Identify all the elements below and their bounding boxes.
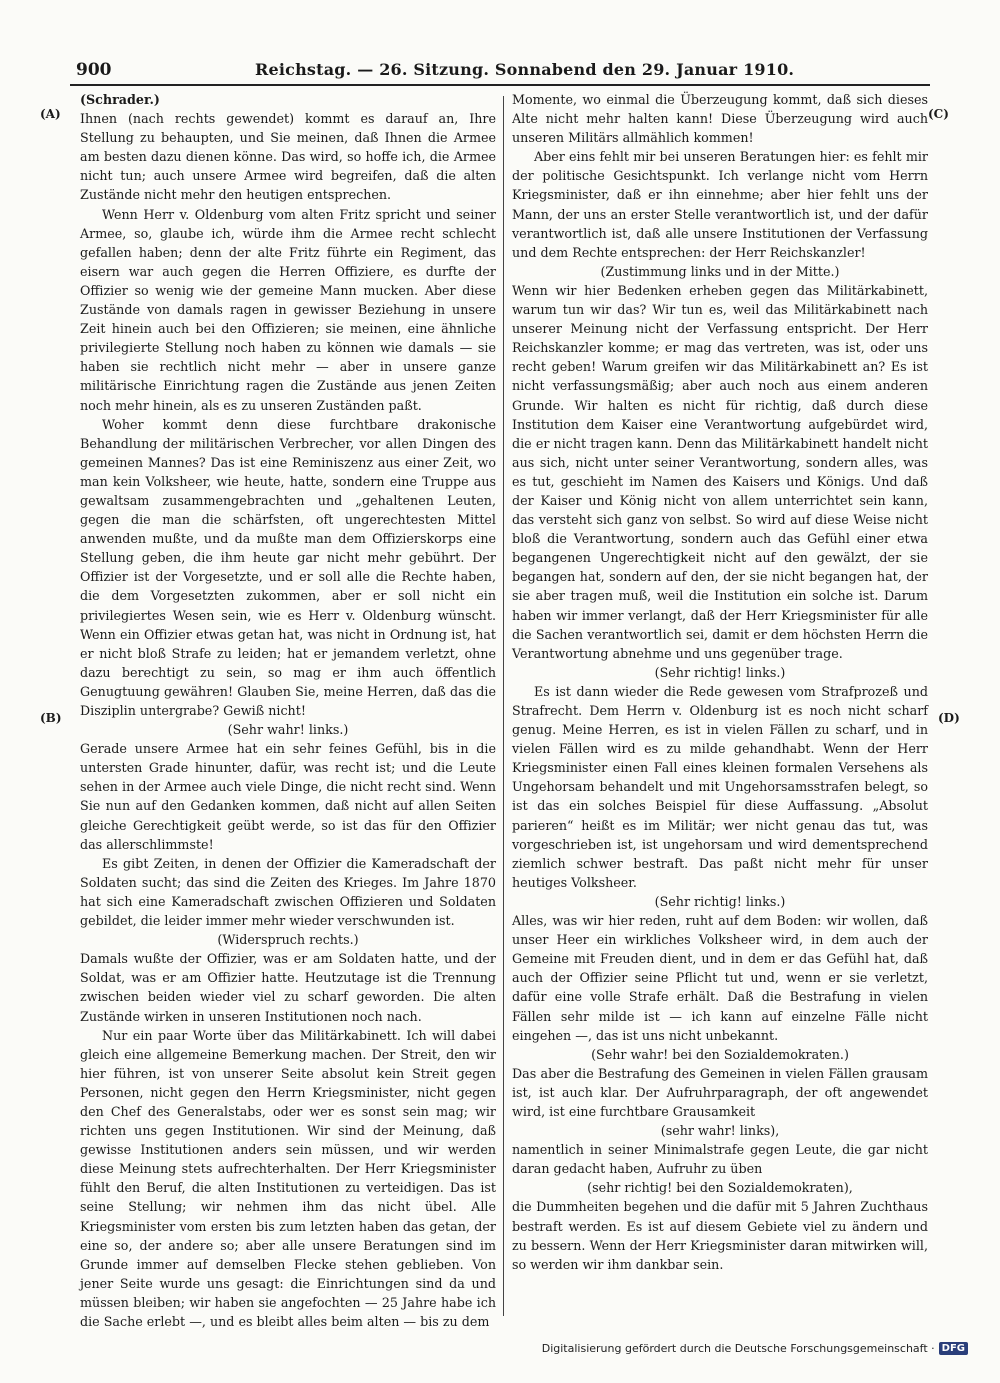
paragraph: Das aber die Bestrafung des Gemeinen in vielen Fällen grausam ist, ist auch klar. Der Aufruhrparagraph, der oft angewendet wird, ist eine furchtbare Grausamkeit: [512, 1065, 928, 1119]
paragraph: Es gibt Zeiten, in denen der Offizier die Kameradschaft der Soldaten sucht; das sind die Zeiten des Krieges. Im Jahre 1870 hat sich eine Kameradschaft zwischen Offizieren und Soldaten gebildet, die leider immer mehr wieder verschwunden ist.: [80, 855, 496, 929]
speaker-name: (Schrader.): [80, 92, 160, 107]
interjection: (Sehr richtig! links.): [654, 893, 786, 909]
header-rule: [70, 84, 930, 86]
margin-marker-a: (A): [40, 107, 61, 121]
running-head: Reichstag. — 26. Sitzung. Sonnabend den 29. Januar 1910.: [255, 60, 795, 79]
paragraph: Ihnen (nach rechts gewendet) kommt es darauf an, Ihre Stellung zu behaupten, und Sie meinen, daß Ihnen die Armee am besten dazu dienen könne. Das wird, so hoffe ich, die Armee nicht tun; auch unsere Armee wird begreifen, daß die alten Zustände nicht mehr den heutigen entsprechen.: [80, 111, 496, 203]
paragraph: Wenn wir hier Bedenken erheben gegen das Militärkabinett, warum tun wir das? Wir tun es, weil das Militärkabinett nach unserer Meinung nicht der Verfassung entspricht. Der Herr Reichskanzler komme; er mag das vertreten, was ist, oder uns recht geben! Warum greifen wir das Militärkabinett an? Es ist nicht verfassungsmäßig; aber auch noch aus einem anderen Grunde. Wir halten es nicht für richtig, daß durch diese Institution dem Kaiser eine Verantwortung aufgebürdet wird, die er nicht tragen kann. Denn das Militärkabinett handelt nicht aus sich, nicht unter seiner Verantwortung, sondern alles, was es tut, geschieht im Namen des Kaisers und Königs. Und daß der Kaiser und König nicht von allem unterrichtet sein kann, das versteht sich ganz von selbst. So wird auf diese Weise nicht bloß die Verantwortung, sondern auch das Gefühl einer etwa begangenen Ungerechtigkeit nicht auf den gewälzt, der sie begangen hat, sondern auf den, der sie nicht begangen hat, der sie aber tragen muß, weil die Institution ein solche ist. Darum haben wir immer verlangt, daß der Herr Kriegsminister für alle die Sachen verantwortlich sei, damit er dem höchsten Herrn die Verantwortung abnehme und uns gegenüber trage.: [512, 282, 928, 661]
interjection: (Sehr richtig! links.): [654, 664, 786, 680]
paragraph: Nur ein paar Worte über das Militärkabinett. Ich will dabei gleich eine allgemeine Bemerkung machen. Der Streit, den wir hier führen, ist von unserer Seite absolut kein Streit gegen Personen, nicht gegen den Herrn Kriegsminister, nicht gegen den Chef des Generalstabs, oder wer es sonst sein mag; wir richten uns gegen Institutionen. Wir sind der Meinung, daß gewisse Institutionen anders sein müssen, und wir werden diese Meinung stets aufrechterhalten. Der Herr Kriegsminister fühlt den Beruf, die alten Institutionen zu verteidigen. Das ist seine Stellung; wir nehmen ihm das nicht übel. Alle Kriegsminister vom ersten bis zum letzten haben das getan, der eine so, der andere so; aber alle unsere Beratungen sind im Grunde immer auf demselben Flecke stehen geblieben. Von jener Seite wurde uns gesagt: die Einrichtungen sind da und müssen bleiben; wir haben sie angefochten — 25 Jahre habe ich die Sache erlebt —, und es bleibt alles beim alten — bis zu dem: [80, 1027, 496, 1329]
column-divider: [503, 96, 504, 1316]
footer-credit: Digitalisierung gefördert durch die Deutsche Forschungsgemeinschaft ·: [541, 1342, 935, 1355]
paragraph: namentlich in seiner Minimalstrafe gegen Leute, die gar nicht daran gedacht haben, Aufruhr zu üben: [512, 1142, 928, 1177]
margin-marker-d: (D): [938, 711, 960, 725]
paragraph: Woher kommt denn diese furchtbare drakonische Behandlung der militärischen Verbrecher, vor allen Dingen des gemeinen Mannes? Das ist eine Reminiszenz aus einer Zeit, wo man kein Volksheer, wie heute, hatte, sondern eine Truppe aus gewaltsam zusammengebrachten und „gehaltenen Leuten, gegen die man die schärfsten, oft ungerechtesten Mittel anwenden mußte, und da mußte man dem Offizierskorps eine Stellung geben, die ihm heute gar nicht mehr gebührt. Der Offizier ist der Vorgesetzte, und er soll alle die Rechte haben, die dem Vorgesetzten zukommen, aber er soll nicht ein privilegiertes Wesen sein, wie es Herr v. Oldenburg wünscht. Wenn ein Offizier etwas getan hat, was nicht in Ordnung ist, hat er nicht bloß Strafe zu leiden; hat er jemandem verletzt, ohne dazu berechtigt zu sein, so mag er ihm auch öffentlich Genugtuung gewähren! Glauben Sie, meine Herren, daß das die Disziplin untergrabe? Gewiß nicht!: [80, 416, 496, 718]
paragraph: Wenn Herr v. Oldenburg vom alten Fritz spricht und seiner Armee, so, glaube ich, würde ihm die Armee recht schlecht gefallen haben; denn der alte Fritz führte ein Regiment, das eisern war auch gegen die Herren Offiziere, es durfte der Offizier so wenig wie der gemeine Mann mucken. Aber diese Zustände von damals ragen in gewisser Beziehung in unsere Zeit hinein auch bei den Offizieren; sie meinen, eine ähnliche privilegierte Stellung noch haben zu können wie damals — sie haben sie rechtlich nicht mehr — aber in unsere ganze militärische Einrichtung ragen die Zustände aus jenen Zeiten noch mehr hinein, als es zu unseren Zuständen paßt.: [80, 206, 496, 413]
page-header: [70, 60, 930, 84]
page-footer: [542, 1342, 968, 1355]
interjection: (sehr richtig! bei den Sozialdemokraten),: [587, 1180, 853, 1196]
left-column: [80, 90, 496, 1331]
interjection: (Sehr wahr! links.): [227, 722, 349, 738]
paragraph: Es ist dann wieder die Rede gewesen vom Strafprozeß und Strafrecht. Dem Herrn v. Oldenburg ist es noch nicht scharf genug. Meine Herren, es ist in vielen Fällen zu scharf, und in vielen Fällen wird es zu milde gehandhabt. Wenn der Herr Kriegsminister einen Fall eines kleinen formalen Versehens als Ungehorsam behandelt und mit Ungehorsamsstrafen belegt, so ist das ein solches Beispiel für diese Auffassung. „Absolut parieren“ heißt es im Militär; wer nicht genau das tut, was vorgeschrieben ist, ist ungehorsam und wird dementsprechend ziemlich schwer bestraft. Das paßt nicht mehr für unser heutiges Volksheer.: [512, 683, 928, 890]
interjection: (Sehr wahr! bei den Sozialdemokraten.): [591, 1046, 849, 1062]
interjection: (sehr wahr! links),: [660, 1123, 780, 1139]
paragraph: Alles, was wir hier reden, ruht auf dem Boden: wir wollen, daß unser Heer ein wirkliches Volksheer wird, in dem auch der Gemeine mit Freuden dient, und in dem er das Gefühl hat, daß auch der Offizier seine Pflicht tut und, wenn er sie verletzt, dafür eine volle Strafe erhält. Daß die Bestrafung in vielen Fällen sehr milde ist — ich kann auf einzelne Fälle nicht eingehen —, das ist uns nicht unbekannt.: [512, 913, 928, 1043]
page-number: 900: [76, 60, 112, 80]
dfg-logo: DFG: [939, 1342, 968, 1355]
margin-marker-c: (C): [928, 107, 949, 121]
paragraph: die Dummheiten begehen und die dafür mit 5 Jahren Zuchthaus bestraft werden. Es ist auf diesem Gebiete viel zu ändern und zu bessern. Wenn der Herr Kriegsminister daran mitwirken will, so werden wir ihm dankbar sein.: [512, 1199, 928, 1272]
margin-marker-b: (B): [40, 711, 62, 725]
paragraph: Gerade unsere Armee hat ein sehr feines Gefühl, bis in die untersten Grade hinunter, dafür, was recht ist; und die Leute sehen in der Armee auch viele Dinge, die nicht recht sind. Wenn Sie nun auf den Gedanken kommen, daß nicht auf allen Seiten gleiche Gerechtigkeit geübt werde, so ist das für den Offizier das allerschlimmste!: [80, 741, 496, 852]
paragraph: Momente, wo einmal die Überzeugung kommt, daß sich dieses Alte nicht mehr halten kann! Diese Überzeugung wird auch unseren Militärs allmählich kommen!: [512, 92, 928, 146]
paragraph: Damals wußte der Offizier, was er am Soldaten hatte, und der Soldat, was er am Offizier hatte. Heutzutage ist die Trennung zwischen beiden wieder viel zu scharf geworden. Die alten Zustände wirken in unseren Institutionen noch nach.: [80, 951, 496, 1024]
interjection: (Zustimmung links und in der Mitte.): [600, 263, 840, 279]
right-column: [512, 90, 928, 1274]
paragraph: Aber eins fehlt mir bei unseren Beratungen hier: es fehlt mir der politische Gesichtspunkt. Ich verlange nicht vom Herrn Kriegsminister, daß er ihn einnehme; aber hier fehlt uns der Mann, der uns an erster Stelle verantwortlich ist, und der dafür verantwortlich ist, daß alle unsere Institutionen der Verfassung und dem Rechte entsprechen: der Herr Reichskanzler!: [512, 149, 928, 260]
interjection: (Widerspruch rechts.): [217, 932, 359, 948]
